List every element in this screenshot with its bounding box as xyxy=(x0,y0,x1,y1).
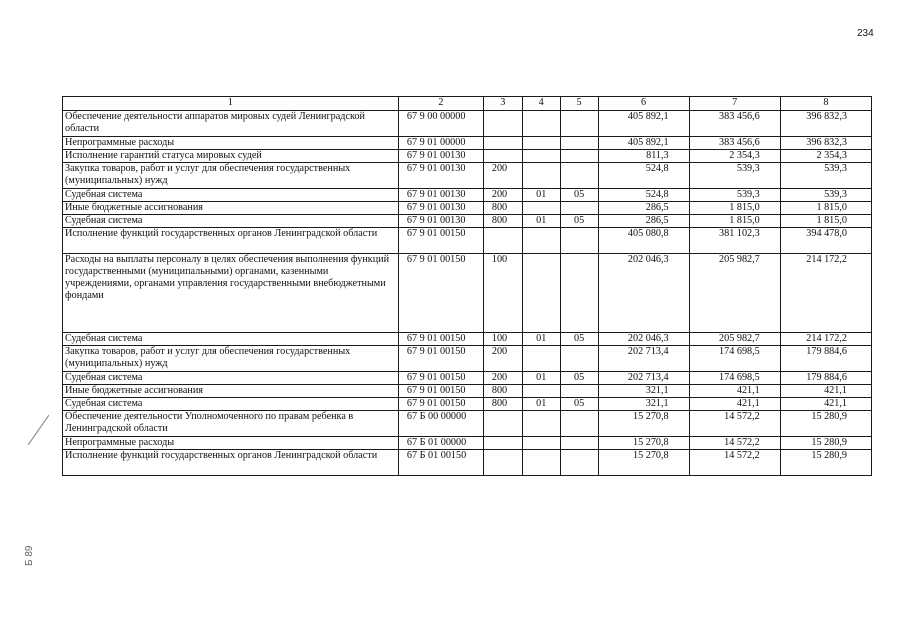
table-cell-col-2: 67 Б 01 00000 xyxy=(398,437,483,450)
table-cell-col-1: Обеспечение деятельности аппаратов мировых судей Ленинградской области xyxy=(63,111,399,137)
table-cell-col-8: 539,3 xyxy=(780,163,871,189)
table-cell-col-7: 1 815,0 xyxy=(689,202,780,215)
table-cell-col-4 xyxy=(522,254,560,333)
table-cell-col-7: 1 815,0 xyxy=(689,215,780,228)
table-cell-col-5: 05 xyxy=(560,215,598,228)
table-cell-col-4 xyxy=(522,411,560,437)
table-cell-col-5 xyxy=(560,163,598,189)
table-cell-col-2: 67 9 01 00130 xyxy=(398,150,483,163)
table-cell-col-2: 67 9 01 00000 xyxy=(398,137,483,150)
table-cell-col-7: 14 572,2 xyxy=(689,411,780,437)
table-cell-col-6: 321,1 xyxy=(598,398,689,411)
table-cell-col-4 xyxy=(522,346,560,372)
table-row xyxy=(63,437,872,450)
table-cell-col-3 xyxy=(483,228,522,254)
table-cell-col-7: 421,1 xyxy=(689,385,780,398)
table-cell-col-2: 67 Б 00 00000 xyxy=(398,411,483,437)
table-cell-col-6: 15 270,8 xyxy=(598,450,689,476)
table-cell-col-6: 811,3 xyxy=(598,150,689,163)
table-cell-col-5 xyxy=(560,450,598,476)
table-cell-col-8: 396 832,3 xyxy=(780,111,871,137)
budget-table xyxy=(62,96,872,476)
table-cell-col-7: 14 572,2 xyxy=(689,437,780,450)
table-cell-col-4 xyxy=(522,163,560,189)
table-row xyxy=(63,346,872,372)
table-cell-col-8: 214 172,2 xyxy=(780,254,871,333)
table-cell-col-3: 100 xyxy=(483,333,522,346)
table-cell-col-4 xyxy=(522,111,560,137)
table-cell-col-8: 1 815,0 xyxy=(780,202,871,215)
column-header: 5 xyxy=(560,97,598,111)
table-cell-col-2: 67 9 00 00000 xyxy=(398,111,483,137)
table-cell-col-3 xyxy=(483,411,522,437)
table-row xyxy=(63,228,872,254)
table-cell-col-5: 05 xyxy=(560,189,598,202)
table-cell-col-8: 214 172,2 xyxy=(780,333,871,346)
table-cell-col-7: 421,1 xyxy=(689,398,780,411)
page-number: 234 xyxy=(857,28,874,39)
table-cell-col-4: 01 xyxy=(522,398,560,411)
table-cell-col-1: Судебная система xyxy=(63,333,399,346)
table-cell-col-5 xyxy=(560,254,598,333)
table-cell-col-3 xyxy=(483,111,522,137)
table-cell-col-5 xyxy=(560,150,598,163)
table-cell-col-1: Судебная система xyxy=(63,372,399,385)
table-cell-col-3: 800 xyxy=(483,202,522,215)
table-cell-col-6: 321,1 xyxy=(598,385,689,398)
table-cell-col-3: 200 xyxy=(483,189,522,202)
table-cell-col-4: 01 xyxy=(522,372,560,385)
table-cell-col-1: Закупка товаров, работ и услуг для обеспечения государственных (муниципальных) нужд xyxy=(63,346,399,372)
table-cell-col-7: 174 698,5 xyxy=(689,372,780,385)
table-cell-col-7: 383 456,6 xyxy=(689,137,780,150)
table-cell-col-2: 67 9 01 00150 xyxy=(398,385,483,398)
table-cell-col-3: 200 xyxy=(483,346,522,372)
table-cell-col-8: 396 832,3 xyxy=(780,137,871,150)
table-cell-col-7: 2 354,3 xyxy=(689,150,780,163)
table-cell-col-2: 67 9 01 00150 xyxy=(398,346,483,372)
table-cell-col-8: 2 354,3 xyxy=(780,150,871,163)
table-cell-col-6: 202 713,4 xyxy=(598,372,689,385)
table-cell-col-7: 539,3 xyxy=(689,163,780,189)
column-header: 1 xyxy=(63,97,399,111)
table-cell-col-5 xyxy=(560,111,598,137)
table-cell-col-2: 67 9 01 00150 xyxy=(398,398,483,411)
table-row xyxy=(63,450,872,476)
table-cell-col-8: 15 280,9 xyxy=(780,411,871,437)
table-cell-col-8: 539,3 xyxy=(780,189,871,202)
table-cell-col-5 xyxy=(560,202,598,215)
table-cell-col-5 xyxy=(560,385,598,398)
table-cell-col-8: 15 280,9 xyxy=(780,450,871,476)
table-cell-col-2: 67 9 01 00150 xyxy=(398,333,483,346)
margin-stamp: Б 89 xyxy=(24,545,35,566)
table-cell-col-7: 383 456,6 xyxy=(689,111,780,137)
table-row xyxy=(63,150,872,163)
table-row xyxy=(63,333,872,346)
table-cell-col-7: 539,3 xyxy=(689,189,780,202)
table-cell-col-1: Закупка товаров, работ и услуг для обеспечения государственных (муниципальных) нужд xyxy=(63,163,399,189)
table-cell-col-1: Иные бюджетные ассигнования xyxy=(63,202,399,215)
table-cell-col-6: 405 892,1 xyxy=(598,137,689,150)
table-cell-col-6: 202 713,4 xyxy=(598,346,689,372)
table-cell-col-1: Исполнение гарантий статуса мировых судей xyxy=(63,150,399,163)
table-cell-col-8: 179 884,6 xyxy=(780,372,871,385)
table-row xyxy=(63,372,872,385)
table-cell-col-5 xyxy=(560,437,598,450)
table-cell-col-1: Исполнение функций государственных органов Ленинградской области xyxy=(63,450,399,476)
table-cell-col-7: 205 982,7 xyxy=(689,254,780,333)
table-cell-col-3 xyxy=(483,450,522,476)
table-cell-col-3: 200 xyxy=(483,372,522,385)
table-row xyxy=(63,215,872,228)
table-cell-col-6: 15 270,8 xyxy=(598,437,689,450)
table-cell-col-3: 200 xyxy=(483,163,522,189)
table-cell-col-8: 179 884,6 xyxy=(780,346,871,372)
table-cell-col-5 xyxy=(560,228,598,254)
table-row xyxy=(63,137,872,150)
table-cell-col-4 xyxy=(522,137,560,150)
table-cell-col-3 xyxy=(483,150,522,163)
table-cell-col-8: 1 815,0 xyxy=(780,215,871,228)
column-header: 8 xyxy=(780,97,871,111)
table-cell-col-4 xyxy=(522,150,560,163)
table-row xyxy=(63,398,872,411)
table-cell-col-1: Расходы на выплаты персоналу в целях обеспечения выполнения функций государственными (муниципальными) органами, казенными учреждениями, органами управления государственными внебюджетными фондами xyxy=(63,254,399,333)
table-cell-col-4 xyxy=(522,437,560,450)
table-cell-col-8: 15 280,9 xyxy=(780,437,871,450)
table-cell-col-8: 421,1 xyxy=(780,385,871,398)
table-cell-col-6: 405 892,1 xyxy=(598,111,689,137)
table-row xyxy=(63,254,872,333)
table-cell-col-2: 67 9 01 00130 xyxy=(398,215,483,228)
table-cell-col-5 xyxy=(560,346,598,372)
table-cell-col-2: 67 9 01 00130 xyxy=(398,163,483,189)
table-row xyxy=(63,202,872,215)
table-cell-col-1: Судебная система xyxy=(63,215,399,228)
table-cell-col-6: 202 046,3 xyxy=(598,333,689,346)
table-cell-col-4: 01 xyxy=(522,215,560,228)
table-cell-col-3: 800 xyxy=(483,398,522,411)
table-cell-col-2: 67 9 01 00150 xyxy=(398,228,483,254)
table-cell-col-6: 286,5 xyxy=(598,202,689,215)
table-cell-col-5: 05 xyxy=(560,398,598,411)
table-cell-col-1: Непрограммные расходы xyxy=(63,137,399,150)
table-cell-col-3: 800 xyxy=(483,215,522,228)
table-cell-col-6: 405 080,8 xyxy=(598,228,689,254)
table-cell-col-5 xyxy=(560,411,598,437)
header-row xyxy=(63,97,872,111)
table-cell-col-3 xyxy=(483,137,522,150)
table-cell-col-6: 202 046,3 xyxy=(598,254,689,333)
table-cell-col-6: 524,8 xyxy=(598,163,689,189)
table-cell-col-7: 381 102,3 xyxy=(689,228,780,254)
column-header: 6 xyxy=(598,97,689,111)
column-header: 3 xyxy=(483,97,522,111)
table-cell-col-3: 100 xyxy=(483,254,522,333)
table-cell-col-6: 15 270,8 xyxy=(598,411,689,437)
table-cell-col-8: 421,1 xyxy=(780,398,871,411)
table-cell-col-7: 14 572,2 xyxy=(689,450,780,476)
table-cell-col-1: Исполнение функций государственных органов Ленинградской области xyxy=(63,228,399,254)
table-cell-col-2: 67 9 01 00130 xyxy=(398,202,483,215)
column-header: 4 xyxy=(522,97,560,111)
table-row xyxy=(63,411,872,437)
table-cell-col-4: 01 xyxy=(522,189,560,202)
table-cell-col-4 xyxy=(522,228,560,254)
table-cell-col-1: Непрограммные расходы xyxy=(63,437,399,450)
table-cell-col-1: Судебная система xyxy=(63,398,399,411)
table-cell-col-2: 67 9 01 00130 xyxy=(398,189,483,202)
table-cell-col-5: 05 xyxy=(560,372,598,385)
margin-pen-mark xyxy=(28,415,49,445)
table-cell-col-1: Иные бюджетные ассигнования xyxy=(63,385,399,398)
table-cell-col-7: 174 698,5 xyxy=(689,346,780,372)
table-cell-col-2: 67 9 01 00150 xyxy=(398,372,483,385)
table-cell-col-7: 205 982,7 xyxy=(689,333,780,346)
table-cell-col-2: 67 Б 01 00150 xyxy=(398,450,483,476)
table-cell-col-3 xyxy=(483,437,522,450)
table-cell-col-4: 01 xyxy=(522,333,560,346)
table-row xyxy=(63,111,872,137)
column-header: 2 xyxy=(398,97,483,111)
table-cell-col-3: 800 xyxy=(483,385,522,398)
table-row xyxy=(63,385,872,398)
table-cell-col-4 xyxy=(522,202,560,215)
table-cell-col-4 xyxy=(522,450,560,476)
table-cell-col-5 xyxy=(560,137,598,150)
table-cell-col-5: 05 xyxy=(560,333,598,346)
table-cell-col-4 xyxy=(522,385,560,398)
table-cell-col-1: Обеспечение деятельности Уполномоченного по правам ребенка в Ленинградской области xyxy=(63,411,399,437)
table-cell-col-1: Судебная система xyxy=(63,189,399,202)
table-cell-col-8: 394 478,0 xyxy=(780,228,871,254)
table-body xyxy=(63,111,872,476)
table-row xyxy=(63,163,872,189)
table-row xyxy=(63,189,872,202)
table-cell-col-2: 67 9 01 00150 xyxy=(398,254,483,333)
column-header: 7 xyxy=(689,97,780,111)
table-cell-col-6: 286,5 xyxy=(598,215,689,228)
table-cell-col-6: 524,8 xyxy=(598,189,689,202)
